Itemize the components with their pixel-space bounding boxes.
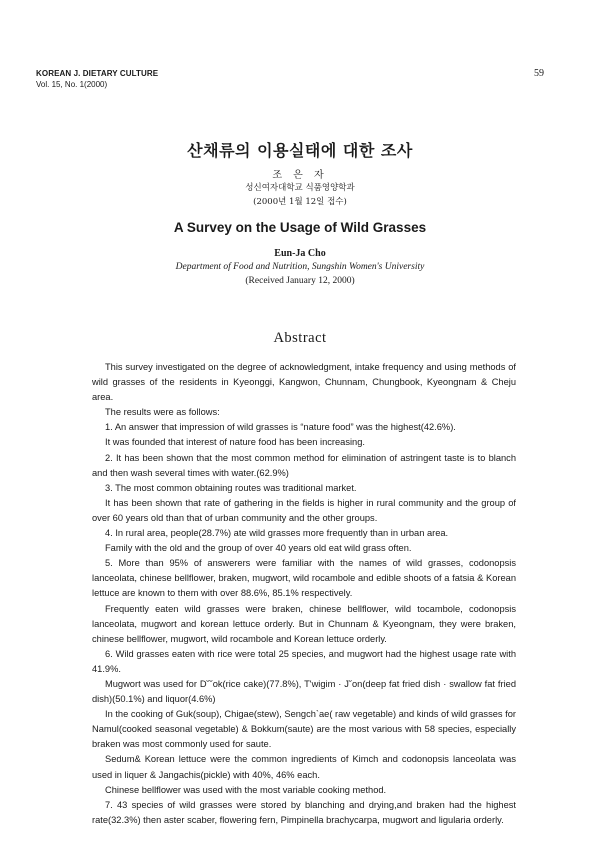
- abstract-paragraph: 3. The most common obtaining routes was traditional market.: [105, 482, 357, 493]
- abstract-paragraph: Frequently eaten wild grasses were braken, chinese bellflower, wild tocambole, codonopsis lanceolata, mugwort and korean lettuce orderly. But in Chunnam & Kyeongnam, they were braken, chinese bellflower, mugwort, wild rocambole and Korean lettuce orderly.: [92, 603, 516, 644]
- english-title: A Survey on the Usage of Wild Grasses: [173, 220, 427, 235]
- english-received-date: (Received January 12, 2000): [245, 276, 355, 286]
- abstract-paragraph: This survey investigated on the degree of acknowledgment, intake frequency and using methods of wild grasses of the residents in Kyeonggi, Kangwon, Chunnam, Chungbook, Kyeongnam & Cheju area.: [92, 362, 516, 403]
- abstract-paragraph: 2. It has been shown that the most common method for elimination of astringent taste is to blanch and then wash several times with water.(62.9%): [92, 452, 516, 478]
- abstract-paragraph: 6. Wild grasses eaten with rice were total 25 species, and mugwort had the highest usage rate with 41.9%.: [92, 648, 516, 674]
- journal-header: [36, 68, 158, 90]
- korean-affiliation: 성신여자대학교 식품영양학과: [245, 183, 355, 193]
- page-number: 59: [534, 68, 544, 79]
- abstract-paragraph: The results were as follows:: [105, 407, 220, 418]
- abstract-paragraph: 1. An answer that impression of wild grasses is “nature food” was the highest(42.6%).: [105, 422, 456, 433]
- english-author: Eun-Ja Cho: [274, 248, 326, 259]
- korean-received-date: (2000년 1월 12일 접수): [253, 197, 347, 207]
- abstract-paragraph: Family with the old and the group of over 40 years old eat wild grass often.: [105, 543, 412, 554]
- korean-title: 산채류의 이용실태에 대한 조사: [187, 141, 413, 160]
- journal-volume: Vol. 15, No. 1(2000): [36, 80, 108, 89]
- abstract-paragraph: In the cooking of Guk(soup), Chigae(stew), Sengch`ae( raw vegetable) and kinds of wild grasses for Namul(cooked seasonal vegetable) & Bokkum(saute) are the most various with 58 species, especially braken was most commonly used for saute.: [92, 709, 516, 750]
- abstract-paragraph: Mugwort was used for D˘˘ok(rice cake)(77.8%), T'wigim · J˘on(deep fat fried dish · swallow fat fried dish)(50.1%) and liquor(4.6%): [92, 678, 516, 705]
- abstract-paragraph: It was founded that interest of nature food has been increasing.: [105, 437, 365, 448]
- journal-name: KOREAN J. DIETARY CULTURE: [36, 69, 159, 78]
- abstract-paragraph: 4. In rural area, people(28.7%) ate wild grasses more frequently than in urban area.: [105, 528, 449, 539]
- abstract-paragraph: 5. More than 95% of answerers were familiar with the names of wild grasses, codonopsis lanceolata, chinese bellflower, braken, mugwort, wild rocambole and edible shoots of a fatsia & Korean lettuce are known to them with over 88.6%, 85.1% respectively.: [92, 558, 516, 599]
- korean-author: 조 은 자: [272, 170, 328, 181]
- abstract-heading: Abstract: [273, 330, 327, 346]
- abstract-paragraph: 7. 43 species of wild grasses were stored by blanching and drying,and braken had the highest rate(32.3%) then aster scaber, flowering fern, Pimpinella brachycarpa, mugwort and ligularia orderly.: [92, 799, 516, 825]
- english-affiliation: Department of Food and Nutrition, Sungshin Women's University: [175, 262, 425, 272]
- abstract-body: [92, 360, 516, 828]
- abstract-paragraph: Chinese bellflower was used with the most variable cooking method.: [105, 784, 387, 795]
- abstract-paragraph: It has been shown that rate of gathering in the fields is higher in rural community and the group of over 60 years old than that of urban community and the other groups.: [92, 497, 516, 523]
- abstract-paragraph: Sedum& Korean lettuce were the common ingredients of Kimch and codonopsis lanceolata was used in liquer & Jangachis(pickle) with 40%, 46% each.: [92, 754, 516, 780]
